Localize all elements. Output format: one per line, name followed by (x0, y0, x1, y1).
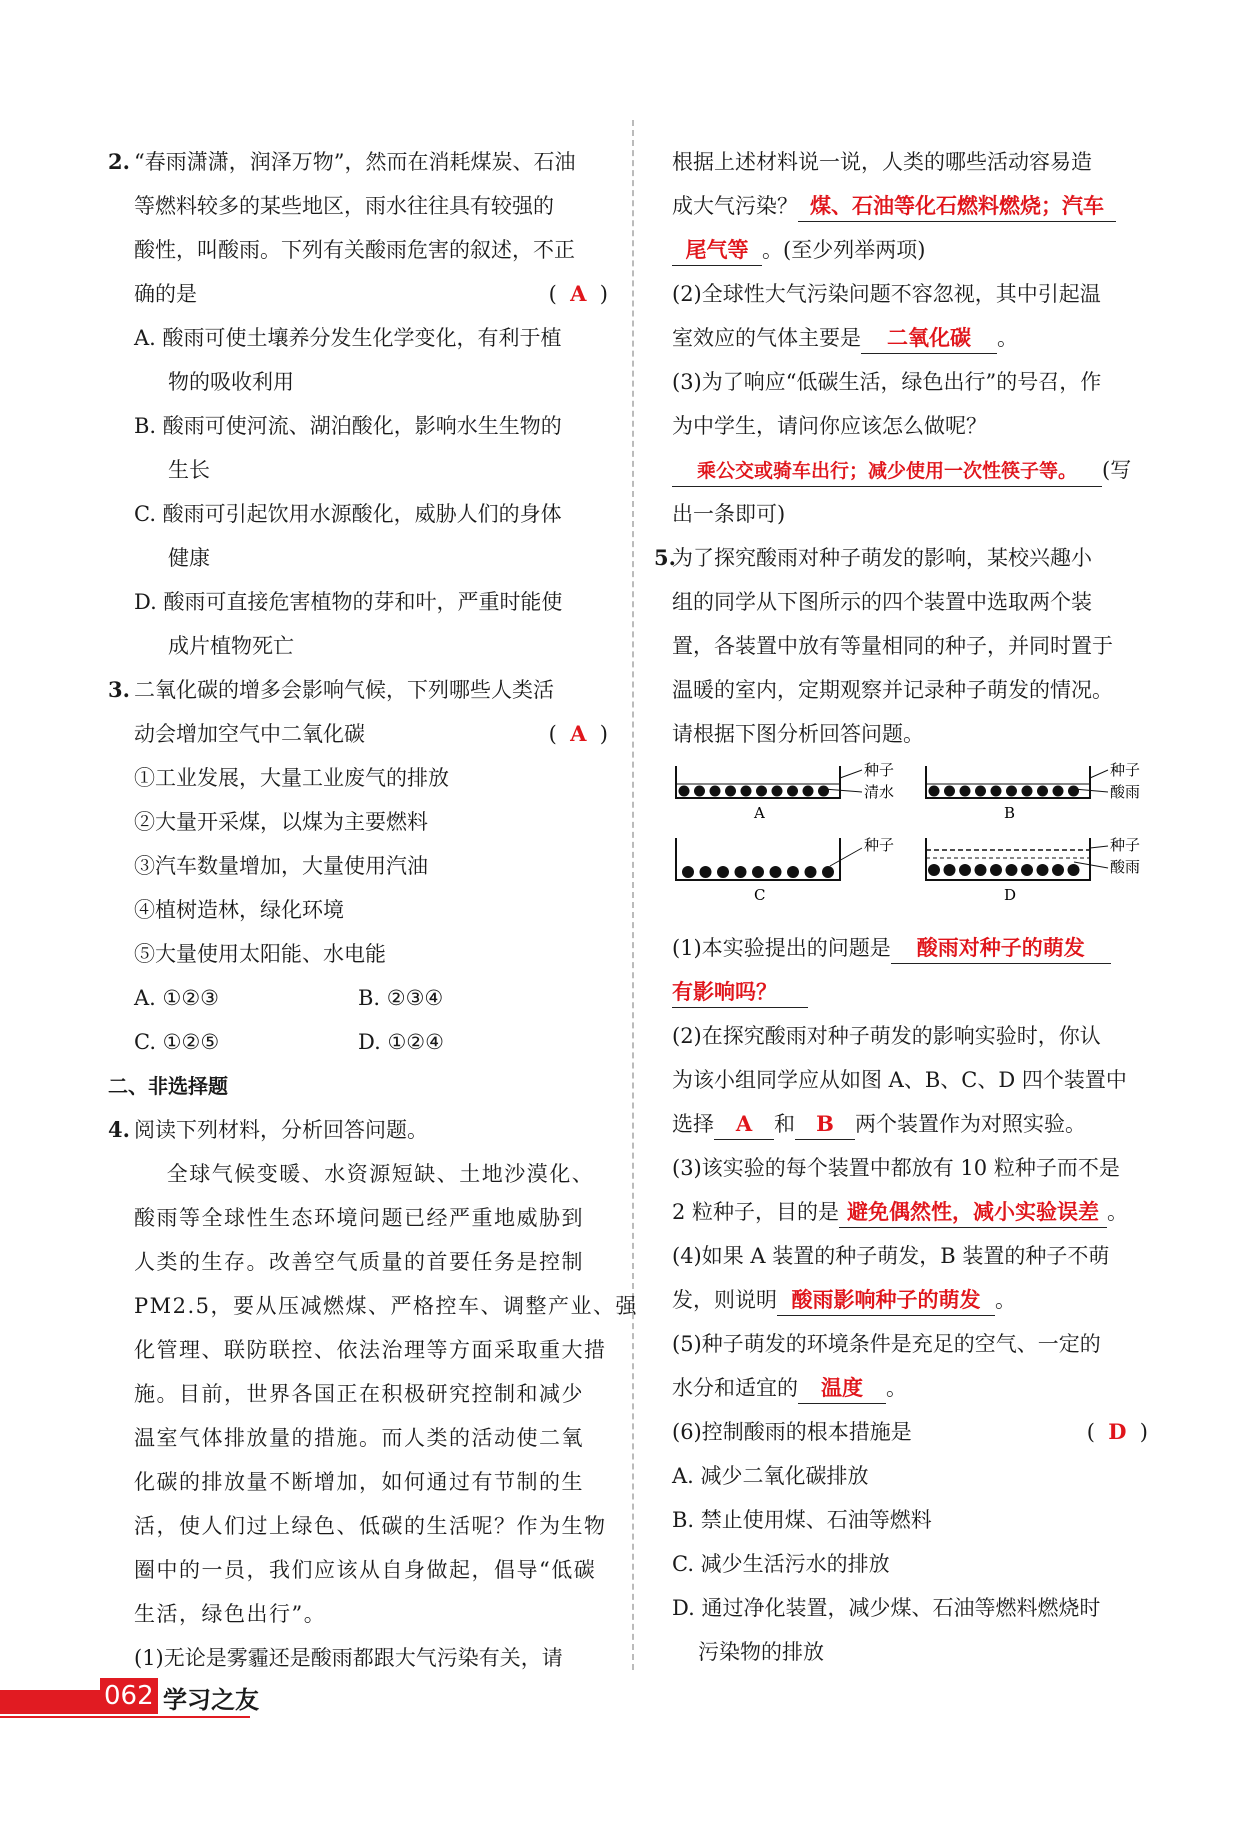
q5-s3-line-2: 2 粒种子，目的是 避免偶然性，减小实验误差 。 (672, 1190, 1158, 1234)
q4-sub1-line-4: 尾气等 。(至少列举两项) (672, 228, 1158, 272)
seed (1053, 786, 1064, 797)
q4-sub1-answer-a: 煤、石油等化石燃料燃烧；汽车 (798, 191, 1116, 222)
apparatus-b-label: B (1004, 804, 1016, 822)
page-footer (0, 1672, 270, 1722)
q2-line-3: 酸性，叫酸雨。下列有关酸雨危害的叙述，不正 (134, 238, 575, 262)
question-3 (108, 668, 608, 1064)
seed (1006, 786, 1017, 797)
seed (772, 786, 783, 797)
q2-option-b-cont: 生长 (168, 458, 210, 482)
apparatus-d-bottom-label: 酸雨 (1110, 858, 1141, 876)
footer-red-band (0, 1690, 105, 1714)
q3-number: 3. (108, 677, 130, 702)
q3-item-4: ④植树造林，绿化环境 (134, 898, 344, 922)
page-number: 062 (100, 1678, 158, 1714)
apparatus-c-label: C (754, 886, 766, 904)
apparatus-b (926, 761, 1140, 822)
seed (805, 866, 817, 878)
q2-answer: A (570, 281, 587, 306)
q4-material-5: 化管理、联防联控、依法治理等方面采取重大措 (134, 1338, 607, 1362)
q3-option-a: A. ①②③ (134, 986, 219, 1010)
seed (1052, 864, 1064, 876)
q2-option-c-cont: 健康 (168, 546, 210, 570)
apparatus-d (926, 836, 1140, 904)
q2-line-1: 2. “春雨潇潇，润泽万物”，然而在消耗煤炭、石油 (108, 140, 608, 184)
seed (991, 786, 1002, 797)
seed (787, 866, 799, 878)
q4-sub3-line-2: 为中学生，请问你应该怎么做呢？ (672, 414, 987, 438)
q4-number: 4. (108, 1117, 130, 1142)
q2-option-a: A. 酸雨可使土壤养分发生化学变化，有利于植 (134, 326, 562, 350)
q4-sub1-line-3: 成大气污染？ 煤、石油等化石燃料燃烧；汽车 (672, 184, 1158, 228)
q3-item-2: ②大量开采煤，以煤为主要燃料 (134, 810, 428, 834)
q4-material-7: 温室气体排放量的措施。而人类的活动使二氧 (134, 1426, 584, 1450)
q4-sub3-line-4: 出一条即可) (672, 502, 786, 526)
q4-sub2-line-1: (2)全球性大气污染问题不容忽视，其中引起温 (672, 282, 1101, 306)
right-column (654, 140, 1158, 1674)
seed (1068, 864, 1080, 876)
q5-s2-line-1: (2)在探究酸雨对种子萌发的影响实验时，你认 (672, 1024, 1101, 1048)
seed (770, 866, 782, 878)
q5-s2-answer-1: A (714, 1109, 774, 1140)
q3-item-1: ①工业发展，大量工业废气的排放 (134, 766, 449, 790)
q4-material-8: 化碳的排放量不断增加，如何通过有节制的生 (134, 1470, 584, 1494)
q5-s6-option-c: C. 减少生活污水的排放 (672, 1552, 890, 1576)
seed (1022, 786, 1033, 797)
seed (741, 786, 752, 797)
q3-options-row-1 (108, 976, 608, 1020)
seed (1037, 864, 1049, 876)
q4-sub2-line-2: 室效应的气体主要是 二氧化碳 。 (672, 316, 1158, 360)
seed (1068, 786, 1079, 797)
q3-item-5: ⑤大量使用太阳能、水电能 (134, 942, 386, 966)
question-5 (654, 536, 1158, 1674)
q5-s1-answer-b: 有影响吗？ (672, 977, 808, 1008)
q4-material-3: 人类的生存。改善空气质量的首要任务是控制 (134, 1250, 584, 1274)
q3-options-row-2 (108, 1020, 608, 1064)
seed (752, 866, 764, 878)
q5-s4-answer: 酸雨影响种子的萌发 (777, 1285, 995, 1316)
apparatus-a-bottom-label: 清水 (864, 783, 895, 801)
q5-s3-line-1: (3)该实验的每个装置中都放有 10 粒种子而不是 (672, 1156, 1120, 1180)
seed (682, 866, 694, 878)
apparatus-d-label: D (1004, 886, 1017, 904)
q4-sub3-line-1: (3)为了响应“低碳生活，绿色出行”的号召，作 (672, 370, 1102, 394)
q4-sub1-line-1: (1)无论是雾霾还是酸雨都跟大气污染有关，请 (134, 1646, 563, 1670)
q5-s3-answer: 避免偶然性，减小实验误差 (839, 1197, 1107, 1228)
section-heading: 二、非选择题 (108, 1074, 228, 1098)
q5-s5-line-2: 水分和适宜的 温度 。 (672, 1366, 1158, 1410)
seed (960, 786, 971, 797)
q5-s2-answer-2: B (795, 1109, 855, 1140)
q4-material-10: 圈中的一员，我们应该从自身做起，倡导“低碳 (134, 1558, 597, 1582)
q5-s6-answer-paren: ( D ) (1086, 1419, 1148, 1444)
seed (944, 864, 956, 876)
q4-material-6: 施。目前，世界各国正在积极研究控制和减少 (134, 1382, 584, 1406)
q5-s1-line-1: (1)本实验提出的问题是 酸雨对种子的萌发 (672, 926, 1158, 970)
q5-s1-line-2 (672, 970, 1158, 1014)
experiment-figure (672, 756, 1158, 926)
q2-option-d: D. 酸雨可直接危害植物的芽和叶，严重时能使 (134, 590, 563, 614)
seed (944, 786, 955, 797)
q3-line-2: 动会增加空气中二氧化碳 ( A ) (108, 712, 608, 756)
seed (975, 864, 987, 876)
q5-s6-answer: D (1108, 1419, 1127, 1444)
q3-item-3: ③汽车数量增加，大量使用汽油 (134, 854, 428, 878)
q4-sub1-line-2: 根据上述材料说一说，人类的哪些活动容易造 (672, 150, 1092, 174)
q3-answer: A (570, 721, 587, 746)
seed (735, 866, 747, 878)
q2-line-2: 等燃料较多的某些地区，雨水往往具有较强的 (134, 194, 554, 218)
seed (725, 786, 736, 797)
q5-s6-option-a: A. 减少二氧化碳排放 (672, 1464, 869, 1488)
q3-option-c: C. ①②⑤ (134, 1030, 220, 1054)
q5-line-3: 置，各装置中放有等量相同的种子，并同时置于 (672, 634, 1113, 658)
q5-s2-line-2: 为该小组同学应从如图 A、B、C、D 四个装置中 (672, 1068, 1127, 1092)
seed (929, 786, 940, 797)
seed (756, 786, 767, 797)
q5-s6-line: (6)控制酸雨的根本措施是 ( D ) (672, 1410, 1158, 1454)
q4-sub3-answer: 乘公交或骑车出行；减少使用一次性筷子等。 (672, 456, 1102, 487)
apparatus-a-label: A (754, 804, 765, 822)
q5-s5-answer: 温度 (798, 1373, 886, 1404)
q2-option-a-cont: 物的吸收利用 (168, 370, 294, 394)
seed (694, 786, 705, 797)
q4-material-9: 活，使人们过上绿色、低碳的生活呢？作为生物 (134, 1514, 607, 1538)
apparatus-c-top-label: 种子 (864, 836, 895, 854)
q4-material-11: 生活，绿色出行”。 (134, 1602, 327, 1626)
seed (710, 786, 721, 797)
q4-sub2-answer: 二氧化碳 (861, 323, 997, 354)
q5-s6-option-d: D. 通过净化装置，减少煤、石油等燃料燃烧时 (672, 1596, 1101, 1620)
seed (975, 786, 986, 797)
q3-answer-paren: ( A ) (548, 721, 608, 746)
seed (959, 864, 971, 876)
seed (717, 866, 729, 878)
q4-material-2: 酸雨等全球性生态环境问题已经严重地威胁到 (134, 1206, 584, 1230)
q5-s1-answer-a: 酸雨对种子的萌发 (891, 933, 1111, 964)
seed (1037, 786, 1048, 797)
seed (700, 866, 712, 878)
apparatus-c (676, 836, 894, 904)
q2-number: 2. (108, 149, 130, 174)
q2-option-c: C. 酸雨可引起饮用水源酸化，威胁人们的身体 (134, 502, 562, 526)
apparatus-a-top-label: 种子 (864, 761, 895, 779)
apparatus-b-top-label: 种子 (1110, 761, 1141, 779)
q5-s4-line-1: (4)如果 A 装置的种子萌发，B 装置的种子不萌 (672, 1244, 1110, 1268)
q4-material-1: 全球气候变暖、水资源短缺、土地沙漠化、 (166, 1162, 595, 1186)
q2-option-b: B. 酸雨可使河流、湖泊酸化，影响水生生物的 (134, 414, 562, 438)
q5-s5-line-1: (5)种子萌发的环境条件是充足的空气、一定的 (672, 1332, 1101, 1356)
left-column (108, 140, 639, 1680)
q4-sub3-line-3: 乘公交或骑车出行；减少使用一次性筷子等。 (写 (672, 448, 1158, 492)
q4-material-4: PM2.5，要从压减燃煤、严格控车、调整产业、强 (134, 1294, 639, 1318)
column-divider (632, 120, 634, 1670)
q5-s2-line-3: 选择 A 和 B 两个装置作为对照实验。 (672, 1102, 1158, 1146)
question-2 (108, 140, 608, 668)
seed (1006, 864, 1018, 876)
apparatus-d-top-label: 种子 (1110, 836, 1141, 854)
question-4 (108, 1108, 639, 1680)
q5-number: 5. (654, 545, 676, 570)
seed (928, 864, 940, 876)
seed (679, 786, 690, 797)
q5-line-5: 请根据下图分析回答问题。 (672, 722, 924, 746)
apparatus-b-bottom-label: 酸雨 (1110, 783, 1141, 801)
q3-line-1: 3. 二氧化碳的增多会影响气候，下列哪些人类活 (108, 668, 608, 712)
q5-s6-option-b: B. 禁止使用煤、石油等燃料 (672, 1508, 932, 1532)
q3-option-b: B. ②③④ (358, 986, 444, 1010)
q2-answer-paren: ( A ) (548, 281, 608, 306)
seed (1021, 864, 1033, 876)
q4-intro: 4. 阅读下列材料，分析回答问题。 (108, 1108, 608, 1152)
q2-option-d-cont: 成片植物死亡 (168, 634, 294, 658)
apparatus-diagram (672, 756, 1152, 926)
q5-line-2: 组的同学从下图所示的四个装置中选取两个装 (672, 590, 1092, 614)
q5-s4-line-2: 发，则说明 酸雨影响种子的萌发 。 (672, 1278, 1158, 1322)
seed (803, 786, 814, 797)
apparatus-a (676, 761, 894, 822)
q5-s6-option-d-cont: 污染物的排放 (698, 1640, 824, 1664)
seed (990, 864, 1002, 876)
q4-sub1-answer-b: 尾气等 (672, 235, 762, 266)
q5-line-1: 5. 为了探究酸雨对种子萌发的影响，某校兴趣小 (672, 536, 1158, 580)
seed (787, 786, 798, 797)
q5-line-4: 温暖的室内，定期观察并记录种子萌发的情况。 (672, 678, 1113, 702)
q2-line-4: 确的是 ( A ) (108, 272, 608, 316)
seed (818, 786, 829, 797)
book-title: 学习之友 (163, 1685, 259, 1714)
footer-line (0, 1716, 250, 1718)
q3-option-d: D. ①②④ (358, 1030, 444, 1054)
seed (822, 866, 834, 878)
